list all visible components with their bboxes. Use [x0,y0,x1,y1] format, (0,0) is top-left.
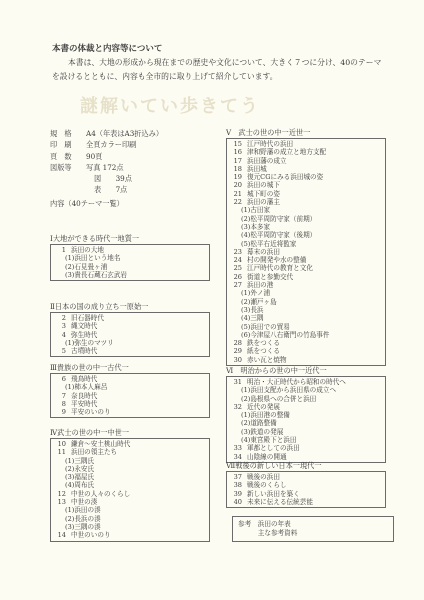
theme-title: 古墳時代 [71,347,98,356]
sub-theme-item: (3)長浜 [241,305,264,314]
theme-title: 江戸時代の教育と文化 [247,264,313,273]
section-title: Ⅳ武士の世の中一中世一 [50,428,130,437]
theme-number: 12 [57,489,66,498]
theme-number: 22 [233,198,242,207]
section-6 [226,366,386,463]
spec-sub: 図 39点 [94,174,132,184]
theme-item [55,392,205,400]
theme-number: 11 [57,448,66,457]
sub-theme-item: (2)道路整備 [241,419,277,428]
theme-title: 中世の湊 [71,498,98,507]
spec-row: 図版等 写真 172点 [50,162,124,172]
sub-theme-item: (2)島根県への合併と浜田 [241,394,317,403]
sub-theme-item: (1)古田家 [241,206,271,215]
theme-title: 浜田の藩主 [247,198,280,207]
theme-item [231,264,381,272]
theme-number: 32 [233,402,242,411]
theme-item [231,453,381,461]
intro-text [52,56,382,83]
theme-number: 13 [57,498,66,507]
theme-number: 31 [233,378,242,386]
theme-number: 29 [233,347,242,356]
theme-number: 5 [61,347,66,356]
theme-title: 軍都としての浜田 [247,444,300,453]
sub-theme-item: (4)三隅 [241,314,264,323]
sub-theme-item: (2)石見畳ヶ浦 [65,262,108,271]
sub-theme-item: (3)貴長石蔵石玄武岩 [65,270,128,279]
theme-item [55,322,205,330]
theme-item [55,448,205,456]
theme-title: 紙をつくる [247,347,280,356]
intro-title: 本書の体裁と内容等について [52,44,163,54]
theme-item [231,181,381,189]
theme-item [231,190,381,198]
sub-theme-item: (1)浜田の湊 [65,506,101,515]
sub-theme-item: (5)松平右近将監家 [241,239,297,248]
theme-title: 中世の人々のくらし [71,489,131,498]
theme-number: 9 [61,408,66,417]
theme-title: 新しい浜田を築く [247,489,300,498]
section-4 [50,428,210,542]
theme-item [55,490,205,498]
theme-number: 21 [233,189,242,198]
theme-item [55,531,205,539]
theme-title: 鎌倉～安土桃山時代 [71,440,131,448]
theme-title: 城下町の姿 [247,189,280,198]
theme-item [231,157,381,165]
theme-number: 37 [233,473,242,481]
intro-paragraph: 本書は、大地の形成から現在までの歴史や文化について、大きく７つに分け、40のテーマを設けるとともに、内容も全市的に取り上げて紹介しています。 [52,58,382,81]
sub-theme-item: (1)弥生のマツリ [65,338,114,347]
references-box [232,516,394,542]
sub-theme-item: (3)福屋氏 [65,473,95,482]
theme-item [231,444,381,452]
theme-title: 赤い瓦と焼物 [247,355,287,364]
sub-theme-item: (3)本多家 [241,222,271,231]
contents-label: 内容（40テーマ一覧） [50,198,124,208]
theme-number: 30 [233,355,242,364]
theme-title: 平安のいのり [71,408,111,417]
theme-item [55,331,205,339]
section-title: Ⅲ貴族の世の中一古代一 [50,363,129,372]
theme-number: 18 [233,164,242,173]
theme-title: 浜田の領主たち [71,448,118,457]
theme-number: 39 [233,489,242,498]
sub-theme-item: (1)浜田港の整備 [241,411,290,420]
theme-number: 4 [61,330,66,339]
sub-theme-item: (4)松平周防守家（後期） [241,231,317,240]
spec-row: 頁 数 90頁 [50,151,103,161]
theme-number: 33 [233,444,242,453]
sub-theme-item: (4)東宮殿下と浜田 [241,436,297,445]
theme-number: 15 [233,140,242,148]
section-3 [50,363,210,418]
section-7 [226,461,386,508]
theme-number: 3 [61,322,66,331]
section-title: Ⅱ日本の国の成り立ち一原始一 [50,302,149,311]
theme-title: 浜田城 [247,164,267,173]
sub-theme-item: (5)浜田での貿易 [241,322,290,331]
spec-row: 規 格 A4（年表はA3折込み） [50,129,164,138]
section-5 [226,128,386,366]
section-title: Ⅴ 武士の世の中一近世一 [226,128,311,137]
theme-title: 浜田の大地 [71,246,104,254]
sub-theme-item: (1)浜田支配から浜田県の成立へ [241,386,337,395]
theme-title: 街道と参勤交代 [247,272,294,281]
theme-number: 20 [233,181,242,190]
theme-item [55,400,205,408]
theme-title: 飛鳥時代 [71,375,98,383]
theme-number: 17 [233,156,242,165]
theme-title: 平安時代 [71,399,98,408]
theme-item [231,490,381,498]
sub-theme-item: (4)周布氏 [65,481,95,490]
theme-number: 7 [61,391,66,400]
section-title: Ⅶ戦後の新しい日本一現代一 [226,461,322,470]
section-title: Ⅵ 明治からの世の中一近代一 [226,366,327,375]
sub-theme-item: (1)外ノ浦 [241,289,271,298]
sub-theme-item: (2)長浜の湊 [65,514,101,523]
theme-item [55,347,205,355]
theme-number: 26 [233,272,242,281]
theme-number: 25 [233,264,242,273]
theme-number: 27 [233,281,242,290]
sub-theme-item: (1)柿本人麻呂 [65,383,108,392]
theme-item [231,347,381,355]
theme-number: 34 [233,452,242,461]
theme-title: 明治・大正時代から昭和の時代へ [247,378,346,386]
specs-block [50,128,163,209]
sub-theme-item: (1)浜田という地名 [65,254,121,263]
theme-title: 未来に伝える伝統芸能 [247,497,313,506]
theme-number: 1 [61,246,66,254]
section-1 [50,234,210,281]
theme-number: 2 [61,314,66,322]
section-box [226,376,386,463]
theme-number: 8 [61,399,66,408]
section-box [226,138,386,366]
theme-item [231,403,381,411]
theme-item [231,356,381,364]
theme-title: 江戸時代の浜田 [247,140,294,148]
section-box [50,373,210,418]
sub-theme-item: (2)瀬戸ヶ島 [241,297,277,306]
theme-item [231,248,381,256]
theme-title: 奈良時代 [71,391,98,400]
section-title: Ⅰ大地ができる時代一地質一 [50,234,140,243]
spec-row: 印 刷 全頁カラー印刷 [50,140,137,150]
theme-item [231,498,381,506]
section-box [50,438,210,542]
theme-number: 28 [233,339,242,348]
theme-title: 浜田の港 [247,281,274,290]
reference-row: 参考 浜田の年表 [238,520,291,528]
sub-theme-item: (3)三隅の湊 [65,522,101,531]
theme-title: 中世のいのり [71,531,111,540]
section-2 [50,302,210,357]
theme-item [231,148,381,156]
sub-theme-item: (2)松平周防守家（前期） [241,214,317,223]
sub-theme-item: (6)今津屋八右衛門の竹島事件 [241,330,330,339]
theme-number: 40 [233,497,242,506]
theme-number: 38 [233,481,242,490]
theme-number: 6 [61,375,66,383]
theme-title: 浜田の城下 [247,181,280,190]
theme-title: 幕末の浜田 [247,247,280,256]
theme-title: 復元CGにみる浜田城の姿 [247,173,324,182]
section-box [226,471,386,508]
theme-item [55,408,205,416]
reference-row: 主な参考資料 [238,529,298,537]
theme-title: 戦後の浜田 [247,473,280,481]
theme-title: 縄文時代 [71,322,98,331]
theme-title: 浜田藩の成立 [247,156,287,165]
theme-item [231,481,381,489]
theme-item [231,273,381,281]
theme-number: 14 [57,531,66,540]
theme-title: 弥生時代 [71,330,98,339]
theme-number: 23 [233,247,242,256]
theme-number: 10 [57,440,66,448]
faint-background-text: 謎解いてい歩きてう [80,96,260,117]
section-box [50,244,210,281]
theme-number: 19 [233,173,242,182]
spec-sub: 表 7点 [94,185,128,195]
theme-title: 村の開発や水の整備 [247,256,307,265]
sub-theme-item: (3)鉄道の発展 [241,427,284,436]
section-box [50,312,210,357]
theme-title: 旧石器時代 [71,314,104,322]
sub-theme-item: (2)永安氏 [65,464,95,473]
theme-title: 鉄をつくる [247,339,280,348]
theme-title: 山陰線の開通 [247,452,287,461]
theme-number: 24 [233,256,242,265]
theme-title: 戦後のくらし [247,481,287,490]
theme-item [231,165,381,173]
theme-title: 津和野藩の成立と地方支配 [247,148,327,157]
theme-title: 近代の発展 [247,402,280,411]
sub-theme-item: (1)三隅氏 [65,456,95,465]
theme-number: 16 [233,148,242,157]
